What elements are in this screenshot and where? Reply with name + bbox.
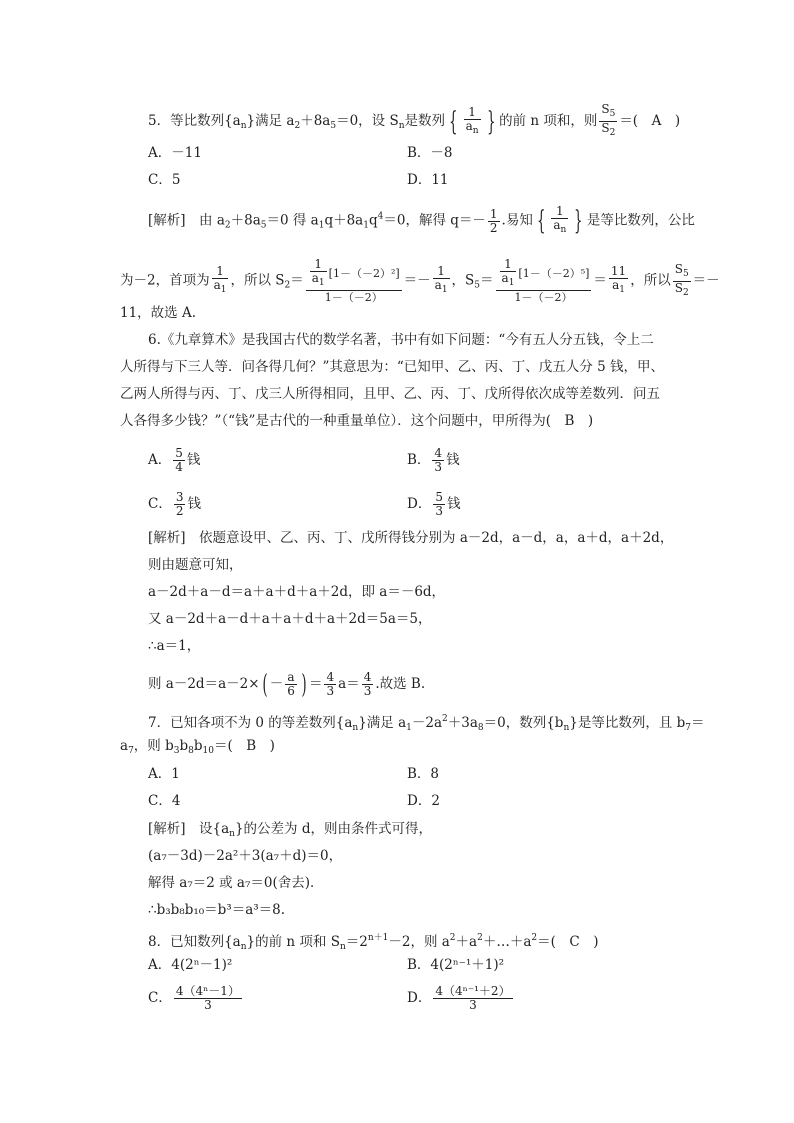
q6-stem-line4: 人各得多少钱？”（“钱”是古代的一种重量单位）．这个问题中，甲所得为( B ) bbox=[120, 413, 594, 429]
option-b: B．－8 bbox=[407, 145, 453, 161]
text: }满足 a bbox=[246, 113, 295, 129]
text: ＝ bbox=[593, 272, 607, 289]
option-b: B．8 bbox=[407, 766, 440, 782]
text: q bbox=[368, 212, 378, 229]
text: ＋8a bbox=[230, 212, 261, 229]
q7-solution-line1: [解析] 设$\{a_n\}$的公差为 d，则由条件式可得， bbox=[148, 821, 432, 839]
q5-stem: 5．等比数列$\{a_n\}$满足 $a_2+8a_5=0$，设 $S_n$是数列 { $\frac{1}{a_n}$ } 的前 n 项和，则 $\frac{S_5}{S_2}$ ＝( A ) bbox=[148, 102, 681, 138]
q7-options-row1 bbox=[148, 764, 440, 784]
option-d: D． bbox=[407, 990, 432, 1006]
answer-text: ＝( A ) bbox=[619, 113, 681, 129]
text: }满足 a bbox=[358, 715, 407, 731]
text: }是等比数列，且 b bbox=[569, 715, 686, 731]
q5-solution-line1: [解析] 由 $a_2+8a_5=0$ 得 $a_1q+8a_1q^4=0$，解得 q＝－ $\frac{1}{2}$ .易知 { $\frac{1}{a_n}$ } 是等比数列，公比 bbox=[148, 204, 695, 236]
option-d: D．2 bbox=[407, 793, 440, 809]
text: ＝ bbox=[290, 272, 304, 289]
text: ＋a bbox=[455, 934, 478, 950]
text: 为－2，首项为 bbox=[120, 272, 210, 289]
q7-solution-line4: ∴b₃b₈b₁₀＝b³＝a³＝8. bbox=[148, 902, 286, 918]
q6-stem-line1: 6.《九章算术》是我国古代的数学名著，书中有如下问题：“今有五人分五钱，令上二 bbox=[148, 332, 654, 348]
text: －2a bbox=[411, 715, 443, 731]
q5-options-row2 bbox=[148, 170, 449, 190]
q7-solution-line2: (a₇－3d)－2a²＋3(a₇＋d)＝0， bbox=[148, 848, 343, 864]
q6-solution-line1: [解析] 依题意设甲、乙、丙、丁、戊所得钱分别为 a－2d，a－d，a，a＋d，a＋2d， bbox=[148, 530, 674, 546]
option-d-numerator: 4（4ⁿ⁻¹＋2） bbox=[435, 984, 511, 998]
text: a＝ bbox=[338, 676, 360, 692]
option-a: A．1 bbox=[148, 766, 180, 782]
option-a: A． bbox=[148, 452, 172, 468]
option-a: A．4(2ⁿ－1)² bbox=[148, 957, 233, 973]
q7-options-row2 bbox=[148, 791, 440, 811]
q7-stem-line2: $a_7$，则 $b_3b_8b_{10}=$( B ) bbox=[120, 738, 275, 756]
text: a bbox=[120, 738, 129, 754]
q8-options-row2 bbox=[148, 984, 511, 1012]
answer-text: ＝( C ) bbox=[537, 934, 599, 950]
text: }的前 n 项和 S bbox=[246, 934, 340, 950]
q6-solution-line5: ∴a＝1， bbox=[148, 638, 201, 654]
text: ＝0，数列{b bbox=[483, 715, 564, 731]
q6-options-row2: C． $\frac{3}{2}$ 钱 D． $\frac{5}{3}$ 钱 bbox=[148, 490, 461, 518]
q6-solution-line3: a－2d＋a－d＝a＋a＋d＋a＋2d，即 a＝－6d， bbox=[148, 584, 446, 600]
text: 是数列 bbox=[404, 113, 446, 129]
option-c-denominator: 3 bbox=[204, 998, 212, 1012]
unit: 钱 bbox=[187, 496, 201, 512]
option-b: B． bbox=[407, 452, 431, 468]
text: .故选 B. bbox=[375, 676, 426, 692]
text: ，S bbox=[451, 272, 475, 289]
option-c: C．4 bbox=[148, 793, 181, 809]
text: b bbox=[179, 738, 189, 754]
text: ＋8a bbox=[300, 113, 331, 129]
q7-stem-line1: 7．已知各项不为 0 的等差数列$\{a_n\}$满足 $a_1-2a^2+3a_8=0$，数列$\{b_n\}$是等比数列，且 $b_7=$ bbox=[148, 714, 705, 733]
text: －2，则 a bbox=[388, 934, 450, 950]
option-c: C． bbox=[148, 496, 172, 512]
text: ＋3a bbox=[447, 715, 478, 731]
text: ，则 b bbox=[133, 738, 174, 754]
text: ＝0 得 a bbox=[266, 212, 319, 229]
q8-options-row1 bbox=[148, 955, 505, 975]
q6-stem-line3: 乙两人所得与丙、丁、戊三人所得相同，且甲、乙、丙、丁、戊所得依次成等差数列．问五 bbox=[120, 386, 660, 402]
text: ，所以 bbox=[630, 272, 671, 289]
text: 8．已知数列{a bbox=[148, 934, 241, 950]
text: ＝－ bbox=[692, 272, 720, 289]
q6-solution-line2: 则由题意可知， bbox=[148, 557, 243, 573]
text: b bbox=[193, 738, 203, 754]
option-d: D． bbox=[407, 496, 432, 512]
text: 则 a－2d＝a－2× bbox=[148, 676, 260, 692]
text: 7．已知各项不为 0 的等差数列{a bbox=[148, 715, 353, 731]
q5-solution-line3: 11，故选 A. bbox=[120, 305, 197, 321]
q5-solution-line2: 为－2，首项为 $\frac{1}{a_1}$ ，所以 $S_2=$ $\frac{1}{a_1}$ [1－（－2）²] 1－（－2） ＝－ $\frac{1}{a_1}$ ，$S_5=$ $\frac{1}{a_1}$ [1－（－2）⁵] 1－（－2） ＝ $\frac{11}{a_1}$ ，所以 $\frac{S_5}{S_2}$ ＝－ bbox=[120, 257, 720, 304]
text: [解析] 由 a bbox=[148, 212, 225, 229]
q6-stem-line2: 人所得与下三人等．问各得几何？”其意思为：“已知甲、乙、丙、丁、戊五人分 5 钱，甲、 bbox=[120, 359, 664, 375]
text: ＝0，解得 q＝－ bbox=[383, 212, 486, 229]
text: 5．等比数列{a bbox=[148, 113, 241, 129]
text: }的公差为 d，则由条件式可得， bbox=[234, 821, 432, 837]
text: ＋…＋a bbox=[482, 934, 532, 950]
text: .易知 bbox=[501, 212, 533, 229]
q8-stem: 8．已知数列$\{a_n\}$的前 n 项和 $S_n=2^{n+1}-2$，则 $a^2+a^2+\dots+a^2=$( C ) bbox=[148, 933, 599, 952]
unit: 钱 bbox=[186, 452, 201, 468]
option-c-numerator: 4（4ⁿ－1） bbox=[175, 984, 240, 998]
text: ＝ bbox=[480, 272, 494, 289]
q5-options-row1 bbox=[148, 143, 453, 163]
option-c: C．5 bbox=[148, 172, 181, 188]
q6-options-row1: A． $\frac{5}{4}$ 钱 B． $\frac{4}{3}$ 钱 bbox=[148, 446, 460, 474]
text: ＝2 bbox=[345, 934, 368, 950]
text: [解析] 设{a bbox=[148, 821, 230, 837]
q6-solution-line4: 又 a－2d＋a－d＋a＋a＋d＋a＋2d＝5a＝5， bbox=[148, 611, 432, 627]
option-d: D．11 bbox=[407, 172, 449, 188]
unit: 钱 bbox=[446, 496, 461, 512]
option-c: C． bbox=[148, 990, 172, 1006]
q6-solution-line6: 则 a－2d＝a－2×( － $\frac{a}{6}$ ) ＝ $\frac{4}{3}$ a＝ $\frac{4}{3}$ .故选 B. bbox=[148, 669, 426, 700]
text: ＝－ bbox=[403, 272, 431, 289]
text: 的前 n 项和，则 bbox=[499, 113, 598, 129]
text: ，所以 S bbox=[230, 272, 285, 289]
option-a: A．－11 bbox=[148, 145, 202, 161]
text: ＝0，设 S bbox=[336, 113, 399, 129]
text: ＝ bbox=[308, 676, 323, 692]
option-b: B．4(2ⁿ⁻¹＋1)² bbox=[407, 957, 505, 973]
text: ＝ bbox=[691, 715, 705, 731]
text: 是等比数列，公比 bbox=[586, 212, 695, 229]
option-d-denominator: 3 bbox=[469, 998, 477, 1012]
answer-text: ＝( B ) bbox=[213, 738, 275, 754]
unit: 钱 bbox=[446, 452, 460, 468]
q7-solution-line3: 解得 a₇＝2 或 a₇＝0(舍去)． bbox=[148, 875, 324, 891]
text: q＋8a bbox=[324, 212, 364, 229]
